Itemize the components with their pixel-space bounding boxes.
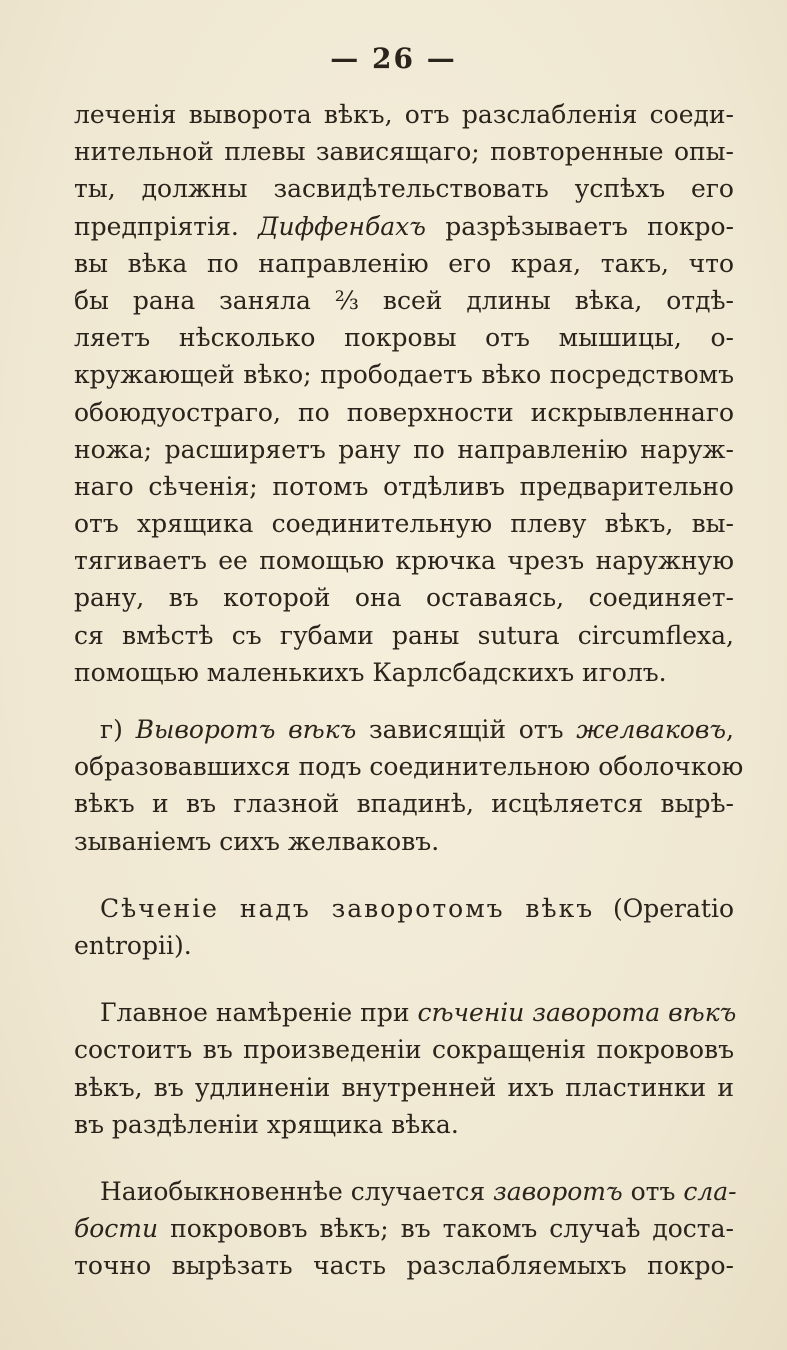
text-line: г) Выворотъ вѣкъ зависящій отъ желваковъ, xyxy=(100,715,734,744)
paragraph xyxy=(74,96,734,691)
text-line: ся вмѣстѣ съ губами раны sutura circumflexa, xyxy=(74,620,734,650)
text-line: Наиобыкновеннѣе случается заворотъ отъ сла- xyxy=(100,1176,737,1206)
text-line: entropii). xyxy=(74,930,192,960)
page-number: — 26 — xyxy=(330,42,457,75)
paragraph-gap xyxy=(74,860,734,890)
section-heading xyxy=(74,890,734,964)
text-line: бы рана заняла ⅔ всей длины вѣка, отдѣ- xyxy=(74,285,734,315)
text-line: ляетъ нѣсколько покровы отъ мышицы, о- xyxy=(74,323,734,353)
text-line: ножа; расширяетъ рану по направленію наруж- xyxy=(74,434,734,464)
text-line: вѣкъ, въ удлиненіи внутренней ихъ пластинки и xyxy=(74,1072,734,1102)
text-line: кружающей вѣко; прободаетъ вѣко посредствомъ xyxy=(74,360,734,390)
text-line: обоюдуостраго, по поверхности искрывленнаго xyxy=(74,397,734,427)
text-line: помощью маленькихъ Карлсбадскихъ иголъ. xyxy=(74,657,667,687)
text-line: отъ хрящика соединительную плеву вѣкъ, вы- xyxy=(74,509,734,539)
text-line: наго сѣченія; потомъ отдѣливъ предварительно xyxy=(74,471,734,501)
text-line: Сѣченіе надъ заворотомъ вѣкъ (Operatio xyxy=(100,893,734,923)
text-line: въ раздѣленіи хрящика вѣка. xyxy=(74,1109,459,1139)
text-line: рану, въ которой она оставаясь, соединяет- xyxy=(74,583,734,613)
paragraph-gap xyxy=(74,691,734,711)
text-line: состоитъ въ произведеніи сокращенія покрововъ xyxy=(74,1035,734,1065)
paragraph xyxy=(74,1173,737,1285)
text-line: вы вѣка по направленію его края, такъ, что xyxy=(74,248,734,278)
text-line: тягиваетъ ее помощью крючка чрезъ наружную xyxy=(74,546,734,576)
page-body xyxy=(74,96,744,1284)
section-title: Сѣченіе надъ заворотомъ вѣкъ xyxy=(100,893,595,923)
paragraph xyxy=(74,994,737,1143)
text-line: нительной плевы зависящаго; повторенные опы- xyxy=(74,137,734,167)
text-line: точно вырѣзать часть разслабляемыхъ покро- xyxy=(74,1251,734,1281)
paragraph xyxy=(74,711,744,860)
text-line: вѣкъ и въ глазной впадинѣ, исцѣляется вырѣ- xyxy=(74,789,734,819)
text-line: зываніемъ сихъ желваковъ. xyxy=(74,826,440,856)
author-name: Диффенбахъ xyxy=(258,211,426,241)
paragraph-gap xyxy=(74,964,734,994)
text-line: ты, должны засвидѣтельствовать успѣхъ его xyxy=(74,174,734,204)
paragraph-gap xyxy=(74,1143,734,1173)
text-line: образовавшихся подъ соединительною оболочкою xyxy=(74,752,744,782)
text-line: леченія выворота вѣкъ, отъ разслабленія соеди- xyxy=(74,100,734,129)
text-line: Главное намѣреніе при сѣченіи заворота вѣкъ xyxy=(100,998,737,1028)
text-line: бости покрововъ вѣкъ; въ такомъ случаѣ доста- xyxy=(74,1214,734,1244)
text-line: предпріятія. Диффенбахъ разрѣзываетъ покро- xyxy=(74,211,734,241)
